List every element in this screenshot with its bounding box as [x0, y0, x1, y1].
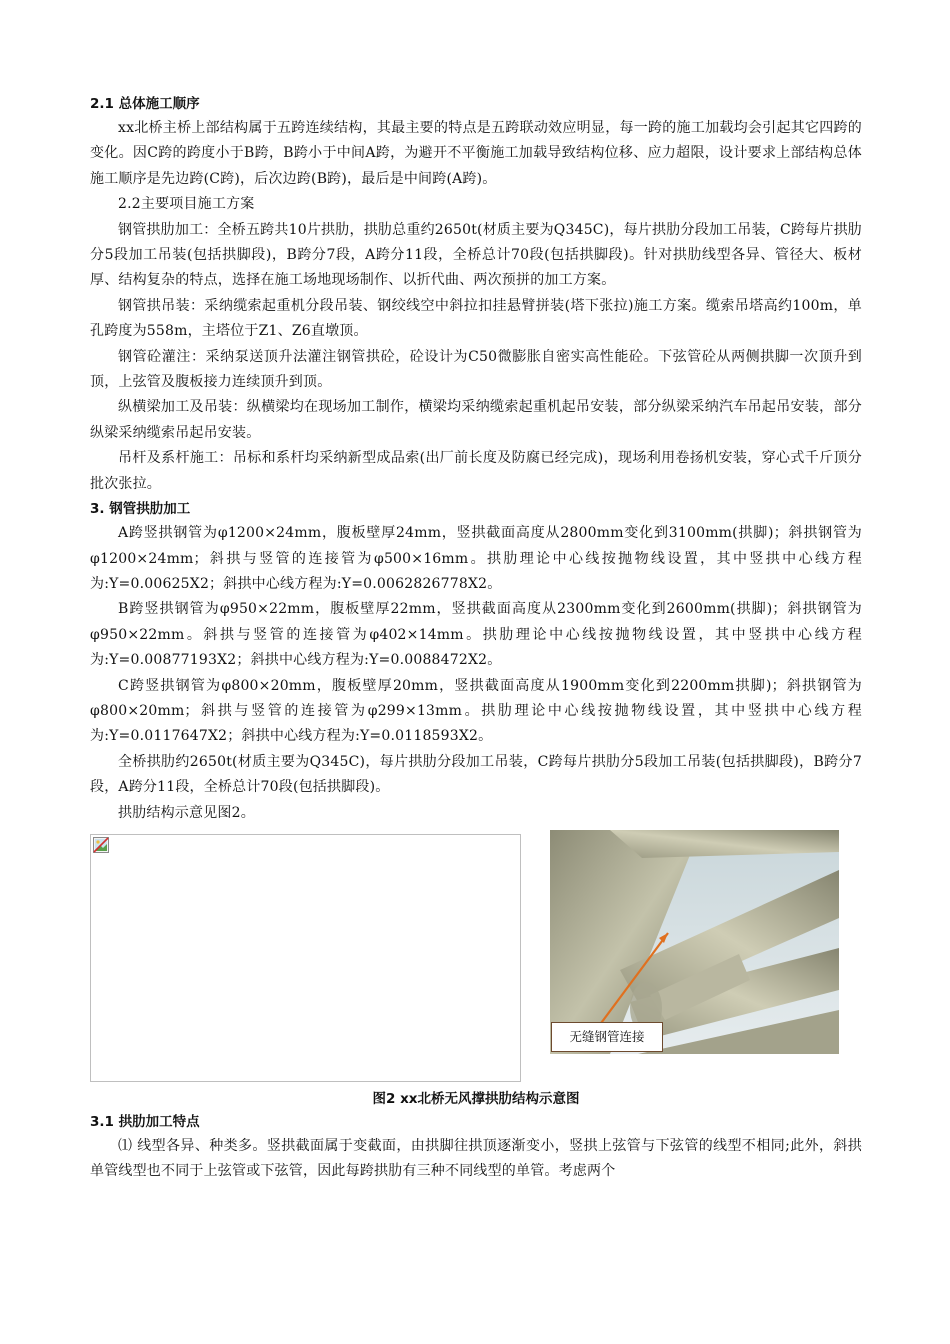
paragraph: 钢管拱吊装：采纳缆索起重机分段吊装、钢绞线空中斜拉扣挂悬臂拼装(塔下张拉)施工方案。缆索吊塔高约100m，单孔跨度为558m，主塔位于Z1、Z6直墩顶。	[90, 297, 862, 340]
broken-image-frame	[90, 834, 521, 1082]
arch-rib-photo	[550, 830, 839, 1054]
paragraph: 吊杆及系杆施工：吊标和系杆均采纳新型成品索(出厂前长度及防腐已经完成)，现场利用卷扬机安装，穿心式千斤顶分批次张拉。	[90, 450, 862, 492]
paragraph: 钢管砼灌注：采纳泵送顶升法灌注钢管拱砼，砼设计为C50微膨胀自密实高性能砼。下弦管砼从两侧拱脚一次顶升到顶，上弦管及腹板接力连续顶升到顶。	[90, 348, 862, 391]
document-page	[90, 92, 862, 1185]
section-3-heading: 3. 钢管拱肋加工	[90, 501, 191, 518]
paragraph: 全桥拱肋约2650t(材质主要为Q345C)，每片拱肋分段加工吊装，C跨每片拱肋分5段加工吊装(包括拱脚段)，B跨分7段，A跨分11段，全桥总计70段(包括拱脚段)。	[90, 753, 862, 796]
broken-image-icon	[93, 837, 109, 853]
section-3-1-heading: 3.1 拱肋加工特点	[90, 1113, 200, 1130]
paragraph: C跨竖拱钢管为φ800×20mm，腹板壁厚20mm，竖拱截面高度从1900mm变化到2200mm拱脚)；斜拱钢管为φ800×20mm；斜拱与竖管的连接管为φ299×13mm。拱肋理论中心线按抛物线设置，其中竖拱中心线方程为:Y=0.0117647X2；斜拱中心线方程为:Y=0.0118593X2。	[90, 677, 862, 745]
paragraph: xx北桥主桥上部结构属于五跨连续结构，其最主要的特点是五跨联动效应明显，每一跨的施工加载均会引起其它四跨的变化。因C跨的跨度小于B跨，B跨小于中间A跨，为避开不平衡施工加载导致结构位移、应力超限，设计要求上部结构总体施工顺序是先边跨(C跨)，后次边跨(B跨)，最后是中间跨(A跨)。	[90, 120, 862, 187]
paragraph: 拱肋结构示意见图2。	[118, 804, 255, 821]
section-2-1-heading: 2.1 总体施工顺序	[90, 96, 200, 112]
paragraph: 纵横梁加工及吊装：纵横梁均在现场加工制作，横梁均采纳缆索起重机起吊安装，部分纵梁采纳汽车吊起吊安装，部分纵梁采纳缆索吊起吊安装。	[90, 399, 862, 441]
figure-caption: 图2 xx北桥无风撑拱肋结构示意图	[372, 1090, 580, 1107]
arch-rib-photo-illustration	[550, 830, 839, 1054]
paragraph: A跨竖拱钢管为φ1200×24mm，腹板壁厚24mm，竖拱截面高度从2800mm变化到3100mm(拱脚)；斜拱钢管为φ1200×24mm；斜拱与竖管的连接管为φ500×16mm。拱肋理论中心线按抛物线设置，其中竖拱中心线方程为:Y=0.00625X2；斜拱中心线方程为:Y=0.0062826778X2。	[90, 525, 862, 592]
paragraph: 钢管拱肋加工：全桥五跨共10片拱肋，拱肋总重约2650t(材质主要为Q345C)，每片拱肋分段加工吊装，C跨每片拱肋分5段加工吊装(包括拱脚段)，B跨分7段，A跨分11段，全桥总计70段(包括拱脚段)。针对拱肋线型各异、管径大、板材厚、结构复杂的特点，选择在施工场地现场制作、以折代曲、两次预拼的加工方案。	[90, 221, 862, 289]
paragraph: B跨竖拱钢管为φ950×22mm，腹板壁厚22mm，竖拱截面高度从2300mm变化到2600mm(拱脚)；斜拱钢管为φ950×22mm。斜拱与竖管的连接管为φ402×14mm。拱肋理论中心线按抛物线设置，其中竖拱中心线方程为:Y=0.00877193X2；斜拱中心线方程为:Y=0.0088472X2。	[90, 601, 862, 669]
photo-label: 无缝钢管连接	[551, 1022, 663, 1052]
figure-row	[90, 830, 862, 1088]
paragraph: ⑴ 线型各异、种类多。竖拱截面属于变截面，由拱脚往拱顶逐渐变小，竖拱上弦管与下弦管的线型不相同;此外，斜拱单管线型也不同于上弦管或下弦管，因此每跨拱肋有三种不同线型的单管。考虑两个	[90, 1137, 862, 1180]
section-2-2-heading: 2.2主要项目施工方案	[118, 196, 255, 213]
